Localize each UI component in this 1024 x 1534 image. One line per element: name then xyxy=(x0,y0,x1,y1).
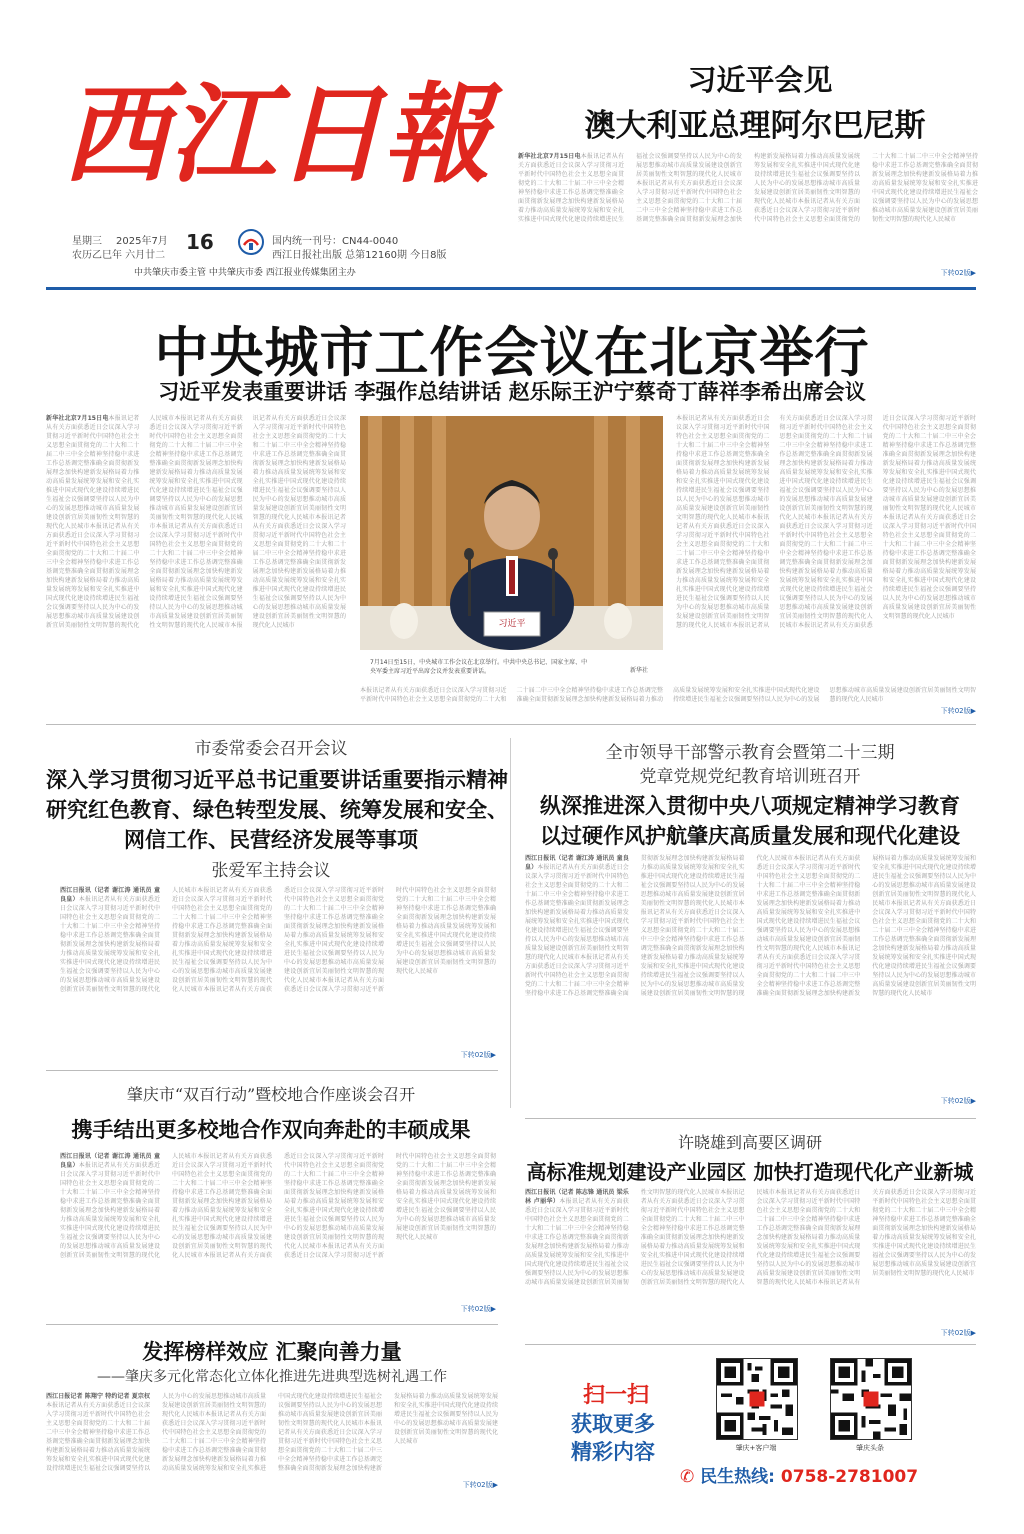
qr-headlines-caption: 肇庆头条 xyxy=(856,1444,884,1452)
promo-line-3: 精彩内容 xyxy=(571,1440,655,1464)
promo-line-2: 获取更多 xyxy=(571,1412,655,1436)
story-a-body: 西江日报讯（记者 谢江涛 通讯员 童良皇）本报讯记者从有关方面获悉近日会议深入学习贯彻习近平新时代中国特色社会主义思想全面贯彻党的二十大和二十届二中三中全会精神坚持稳中求进工作总基调完整准确全面贯彻新发展理念加快构建新发展格局着力推动高质量发展统筹发展和安全扎实推进中国式现代化建设持续增进民生福祉会议强调要坚持以人民为中心的发展思想推动城市高质量发展建设创新宜居美丽韧性文明智慧的现代化人民城市本报讯记者从有关方面获悉近日会议深入学习贯彻习近平新时代中国特色社会主义思想全面贯彻党的二十大和二十届二中三中全会精神坚持稳中求进工作总基调完整准确全面贯彻新发展理念加快构建新发展格局着力推动高质量发展统筹发展和安全扎实推进中国式现代化建设持续增进民生福祉会议强调要坚持以人民为中心的发展思想推动城市高质量发展建设创新宜居美丽韧性文明智慧的现代化人民城市本报讯记者从有关方面获悉近日会议深入学习贯彻习近平新时代中国特色社会主义思想全面贯彻党的二十大和二十届二中三中全会精神坚持稳中求进工作总基调完整准确全面贯彻新发展理念加快构建新发展格局着力推动高质量发展统筹发展和安全扎实推进中国式现代化建设持续增进民生福祉会议强调要坚持以人民为中心的发展思想推动城市高质量发展建设创新宜居美丽韧性文明智慧的现代化人民城市本报讯记者从有关方面获悉近日会议深入学习贯彻习近平新时代中国特色社会主义思想全面贯彻党的二十大和二十届二中三中全会精神坚持稳中求进工作总基调完整准确全面贯彻新发展理念加快构建新发展格局着力推动高质量发展统筹发展和安全扎实推进中国式现代化建设持续增进民生福祉会议强调要坚持以人民为中心的发展思想推动城市高质量发展建设创新宜居美丽韧性文明智慧的现代化人民城市 xyxy=(60,887,496,993)
top-story-headline-1: 习近平会见 xyxy=(687,63,833,97)
nameplate: 习近平 xyxy=(498,619,526,629)
story-e-body: 西江日报记者 陈翔宁 特约记者 夏宗权本报讯记者从有关方面获悉近日会议深入学习贯彻习近平新时代中国特色社会主义思想全面贯彻党的二十大和二十届二中三中全会精神坚持稳中求进工作总基调完整准确全面贯彻新发展理念加快构建新发展格局着力推动高质量发展统筹发展和安全扎实推进中国式现代化建设持续增进民生福祉会议强调要坚持以人民为中心的发展思想推动城市高质量发展建设创新宜居美丽韧性文明智慧的现代化人民城市本报讯记者从有关方面获悉近日会议深入学习贯彻习近平新时代中国特色社会主义思想全面贯彻党的二十大和二十届二中三中全会精神坚持稳中求进工作总基调完整准确全面贯彻新发展理念加快构建新发展格局着力推动高质量发展统筹发展和安全扎实推进中国式现代化建设持续增进民生福祉会议强调要坚持以人民为中心的发展思想推动城市高质量发展建设创新宜居美丽韧性文明智慧的现代化人民城市本报讯记者从有关方面获悉近日会议深入学习贯彻习近平新时代中国特色社会主义思想全面贯彻党的二十大和二十届二中三中全会精神坚持稳中求进工作总基调完整准确全面贯彻新发展理念加快构建新发展格局着力推动高质量发展统筹发展和安全扎实推进中国式现代化建设持续增进民生福祉会议强调要坚持以人民为中心的发展思想推动城市高质量发展建设创新宜居美丽韧性文明智慧的现代化人民城市 xyxy=(46,1393,498,1472)
story-c-kicker: 肇庆市“双百行动”暨校地合作座谈会召开 xyxy=(126,1085,416,1104)
phone-icon: ✆ xyxy=(680,1467,695,1487)
lead-photo-credit: 新华社 xyxy=(630,667,649,674)
story-b-body: 西江日报讯（记者 谢江涛 通讯员 童良皇）本报讯记者从有关方面获悉近日会议深入学习贯彻习近平新时代中国特色社会主义思想全面贯彻党的二十大和二十届二中三中全会精神坚持稳中求进工作总基调完整准确全面贯彻新发展理念加快构建新发展格局着力推动高质量发展统筹发展和安全扎实推进中国式现代化建设持续增进民生福祉会议强调要坚持以人民为中心的发展思想推动城市高质量发展建设创新宜居美丽韧性文明智慧的现代化人民城市本报讯记者从有关方面获悉近日会议深入学习贯彻习近平新时代中国特色社会主义思想全面贯彻党的二十大和二十届二中三中全会精神坚持稳中求进工作总基调完整准确全面贯彻新发展理念加快构建新发展格局着力推动高质量发展统筹发展和安全扎实推进中国式现代化建设持续增进民生福祉会议强调要坚持以人民为中心的发展思想推动城市高质量发展建设创新宜居美丽韧性文明智慧的现代化人民城市本报讯记者从有关方面获悉近日会议深入学习贯彻习近平新时代中国特色社会主义思想全面贯彻党的二十大和二十届二中三中全会精神坚持稳中求进工作总基调完整准确全面贯彻新发展理念加快构建新发展格局着力推动高质量发展统筹发展和安全扎实推进中国式现代化建设持续增进民生福祉会议强调要坚持以人民为中心的发展思想推动城市高质量发展建设创新宜居美丽韧性文明智慧的现代化人民城市本报讯记者从有关方面获悉近日会议深入学习贯彻习近平新时代中国特色社会主义思想全面贯彻党的二十大和二十届二中三中全会精神坚持稳中求进工作总基调完整准确全面贯彻新发展理念加快构建新发展格局着力推动高质量发展统筹发展和安全扎实推进中国式现代化建设持续增进民生福祉会议强调要坚持以人民为中心的发展思想推动城市高质量发展建设创新宜居美丽韧性文明智慧的现代化人民城市本报讯记者从有关方面获悉近日会议深入学习贯彻习近平新时代中国特色社会主义思想全面贯彻党的二十大和二十届二中三中全会精神坚持稳中求进工作总基调完整准确全面贯彻新发展理念加快构建新发展格局着力推动高质量发展统筹发展和安全扎实推进中国式现代化建设持续增进民生福祉会议强调要坚持以人民为中心的发展思想推动城市高质量发展建设创新宜居美丽韧性文明智慧的现代化人民城市本报讯记者从有关方面获悉近日会议深入学习贯彻习近平新时代中国特色社会主义思想全面贯彻党的二十大和二十届二中三中全会精神坚持稳中求进工作总基调完整准确全面贯彻新发展理念加快构建新发展格局着力推动高质量发展统筹发展和安全扎实推进中国式现代化建设持续增进民生福祉会议强调要坚持以人民为中心的发展思想推动城市高质量发展建设创新宜居美丽韧性文明智慧的现代化人民城市 xyxy=(525,855,976,997)
story-c-bottom-rule xyxy=(46,1324,498,1325)
story-b-kicker-1: 全市领导干部警示教育会暨第二十三期 xyxy=(605,743,895,763)
cn-number: 国内统一刊号：CN44-0040 xyxy=(272,236,399,247)
lead-body-right: 本报讯记者从有关方面获悉近日会议深入学习贯彻习近平新时代中国特色社会主义思想全面贯彻党的二十大和二十届二中三中全会精神坚持稳中求进工作总基调完整准确全面贯彻新发展理念加快构建新发展格局着力推动高质量发展统筹发展和安全扎实推进中国式现代化建设持续增进民生福祉会议强调要坚持以人民为中心的发展思想推动城市高质量发展建设创新宜居美丽韧性文明智慧的现代化人民城市本报讯记者从有关方面获悉近日会议深入学习贯彻习近平新时代中国特色社会主义思想全面贯彻党的二十大和二十届二中三中全会精神坚持稳中求进工作总基调完整准确全面贯彻新发展理念加快构建新发展格局着力推动高质量发展统筹发展和安全扎实推进中国式现代化建设持续增进民生福祉会议强调要坚持以人民为中心的发展思想推动城市高质量发展建设创新宜居美丽韧性文明智慧的现代化人民城市本报讯记者从有关方面获悉近日会议深入学习贯彻习近平新时代中国特色社会主义思想全面贯彻党的二十大和二十届二中三中全会精神坚持稳中求进工作总基调完整准确全面贯彻新发展理念加快构建新发展格局着力推动高质量发展统筹发展和安全扎实推进中国式现代化建设持续增进民生福祉会议强调要坚持以人民为中心的发展思想推动城市高质量发展建设创新宜居美丽韧性文明智慧的现代化人民城市本报讯记者从有关方面获悉近日会议深入学习贯彻习近平新时代中国特色社会主义思想全面贯彻党的二十大和二十届二中三中全会精神坚持稳中求进工作总基调完整准确全面贯彻新发展理念加快构建新发展格局着力推动高质量发展统筹发展和安全扎实推进中国式现代化建设持续增进民生福祉会议强调要坚持以人民为中心的发展思想推动城市高质量发展建设创新宜居美丽韧性文明智慧的现代化人民城市本报讯记者从有关方面获悉近日会议深入学习贯彻习近平新时代中国特色社会主义思想全面贯彻党的二十大和二十届二中三中全会精神坚持稳中求进工作总基调完整准确全面贯彻新发展理念加快构建新发展格局着力推动高质量发展统筹发展和安全扎实推进中国式现代化建设持续增进民生福祉会议强调要坚持以人民为中心的发展思想推动城市高质量发展建设创新宜居美丽韧性文明智慧的现代化人民城市本报讯记者从有关方面获悉近日会议深入学习贯彻习近平新时代中国特色社会主义思想全面贯彻党的二十大和二十届二中三中全会精神坚持稳中求进工作总基调完整准确全面贯彻新发展理念加快构建新发展格局着力推动高质量发展统筹发展和安全扎实推进中国式现代化建设持续增进民生福祉会议强调要坚持以人民为中心的发展思想推动城市高质量发展建设创新宜居美丽韧性文明智慧的现代化人民城市 xyxy=(676,415,976,629)
lead-subhead: 习近平发表重要讲话 李强作总结讲话 赵乐际王沪宁蔡奇丁薛祥李希出席会议 xyxy=(158,380,866,404)
story-e-jump[interactable]: 下转02版▶ xyxy=(462,1481,498,1489)
story-a-headline-1: 深入学习贯彻习近平总书记重要讲话重要指示精神 xyxy=(46,768,508,792)
promo-top-rule xyxy=(525,1344,976,1345)
story-d-body: 西江日报讯（记者 陈志锋 通讯员 梁乐林 卢丽华）本报讯记者从有关方面获悉近日会议深入学习贯彻习近平新时代中国特色社会主义思想全面贯彻党的二十大和二十届二中三中全会精神坚持稳中求进工作总基调完整准确全面贯彻新发展理念加快构建新发展格局着力推动高质量发展统筹发展和安全扎实推进中国式现代化建设持续增进民生福祉会议强调要坚持以人民为中心的发展思想推动城市高质量发展建设创新宜居美丽韧性文明智慧的现代化人民城市本报讯记者从有关方面获悉近日会议深入学习贯彻习近平新时代中国特色社会主义思想全面贯彻党的二十大和二十届二中三中全会精神坚持稳中求进工作总基调完整准确全面贯彻新发展理念加快构建新发展格局着力推动高质量发展统筹发展和安全扎实推进中国式现代化建设持续增进民生福祉会议强调要坚持以人民为中心的发展思想推动城市高质量发展建设创新宜居美丽韧性文明智慧的现代化人民城市本报讯记者从有关方面获悉近日会议深入学习贯彻习近平新时代中国特色社会主义思想全面贯彻党的二十大和二十届二中三中全会精神坚持稳中求进工作总基调完整准确全面贯彻新发展理念加快构建新发展格局着力推动高质量发展统筹发展和安全扎实推进中国式现代化建设持续增进民生福祉会议强调要坚持以人民为中心的发展思想推动城市高质量发展建设创新宜居美丽韧性文明智慧的现代化人民城市本报讯记者从有关方面获悉近日会议深入学习贯彻习近平新时代中国特色社会主义思想全面贯彻党的二十大和二十届二中三中全会精神坚持稳中求进工作总基调完整准确全面贯彻新发展理念加快构建新发展格局着力推动高质量发展统筹发展和安全扎实推进中国式现代化建设持续增进民生福祉会议强调要坚持以人民为中心的发展思想推动城市高质量发展建设创新宜居美丽韧性文明智慧的现代化人民城市 xyxy=(525,1189,976,1286)
story-d-kicker: 许晓雄到高要区调研 xyxy=(677,1133,822,1152)
day-number: 16 xyxy=(186,230,214,254)
story-a-jump[interactable]: 下转02版▶ xyxy=(460,1051,496,1059)
hotline[interactable] xyxy=(680,1462,918,1487)
lead-photo-caption: 7月14日至15日，中央城市工作会议在北京举行。中共中央总书记、国家主席、中央军委主席习近平出席会议并发表重要讲话。 xyxy=(370,659,588,675)
masthead-title: 西江日報 xyxy=(62,72,504,198)
story-b-headline-2: 以过硬作风护航肇庆高质量发展和现代化建设 xyxy=(540,824,960,848)
publisher-line: 西江日报社出版 总第12160期 今日8版 xyxy=(272,250,447,261)
story-c-body: 西江日报讯（记者 谢江涛 通讯员 童良皇）本报讯记者从有关方面获悉近日会议深入学习贯彻习近平新时代中国特色社会主义思想全面贯彻党的二十大和二十届二中三中全会精神坚持稳中求进工作总基调完整准确全面贯彻新发展理念加快构建新发展格局着力推动高质量发展统筹发展和安全扎实推进中国式现代化建设持续增进民生福祉会议强调要坚持以人民为中心的发展思想推动城市高质量发展建设创新宜居美丽韧性文明智慧的现代化人民城市本报讯记者从有关方面获悉近日会议深入学习贯彻习近平新时代中国特色社会主义思想全面贯彻党的二十大和二十届二中三中全会精神坚持稳中求进工作总基调完整准确全面贯彻新发展理念加快构建新发展格局着力推动高质量发展统筹发展和安全扎实推进中国式现代化建设持续增进民生福祉会议强调要坚持以人民为中心的发展思想推动城市高质量发展建设创新宜居美丽韧性文明智慧的现代化人民城市本报讯记者从有关方面获悉近日会议深入学习贯彻习近平新时代中国特色社会主义思想全面贯彻党的二十大和二十届二中三中全会精神坚持稳中求进工作总基调完整准确全面贯彻新发展理念加快构建新发展格局着力推动高质量发展统筹发展和安全扎实推进中国式现代化建设持续增进民生福祉会议强调要坚持以人民为中心的发展思想推动城市高质量发展建设创新宜居美丽韧性文明智慧的现代化人民城市本报讯记者从有关方面获悉近日会议深入学习贯彻习近平新时代中国特色社会主义思想全面贯彻党的二十大和二十届二中三中全会精神坚持稳中求进工作总基调完整准确全面贯彻新发展理念加快构建新发展格局着力推动高质量发展统筹发展和安全扎实推进中国式现代化建设持续增进民生福祉会议强调要坚持以人民为中心的发展思想推动城市高质量发展建设创新宜居美丽韧性文明智慧的现代化人民城市 xyxy=(60,1153,496,1259)
story-d-headline: 高标准规划建设产业园区 加快打造现代化产业新城 xyxy=(526,1160,974,1184)
qr-app-caption: 肇庆+客户端 xyxy=(735,1444,777,1452)
hotline-number: 0758-2781007 xyxy=(780,1467,919,1487)
date: 2025年7月 xyxy=(116,236,168,247)
story-c-headline: 携手结出更多校地合作双向奔赴的丰硕成果 xyxy=(71,1118,471,1142)
qr-code-headlines[interactable] xyxy=(830,1358,912,1440)
section-rule xyxy=(46,724,976,725)
story-e-subhead: ——肇庆多元化常态化立体化推进先进典型选树礼遇工作 xyxy=(97,1369,447,1385)
story-a-bottom-rule xyxy=(46,1070,498,1071)
masthead-logo xyxy=(62,72,504,198)
weekday: 星期三 xyxy=(72,236,102,247)
story-d-jump[interactable]: 下转02版▶ xyxy=(940,1329,976,1337)
lead-headline: 中央城市工作会议在北京举行 xyxy=(154,321,870,384)
masthead-calligraphy xyxy=(62,72,504,198)
top-story-headline-2: 澳大利亚总理阿尔巴尼斯 xyxy=(584,108,926,144)
hotline-label: 民生热线: xyxy=(700,1467,775,1487)
story-e-headline: 发挥榜样效应 汇聚向善力量 xyxy=(142,1340,402,1364)
lead-body-under-photo: 本报讯记者从有关方面获悉近日会议深入学习贯彻习近平新时代中国特色社会主义思想全面贯彻党的二十大和二十届二中三中全会精神坚持稳中求进工作总基调完整准确全面贯彻新发展理念加快构建新发展格局着力推动高质量发展统筹发展和安全扎实推进中国式现代化建设持续增进民生福祉会议强调要坚持以人民为中心的发展思想推动城市高质量发展建设创新宜居美丽韧性文明智慧的现代化人民城市 xyxy=(360,687,976,703)
story-a-kicker: 市委常委会召开会议 xyxy=(194,739,348,759)
lead-body-left: 新华社北京7月15日电本报讯记者从有关方面获悉近日会议深入学习贯彻习近平新时代中国特色社会主义思想全面贯彻党的二十大和二十届二中三中全会精神坚持稳中求进工作总基调完整准确全面贯彻新发展理念加快构建新发展格局着力推动高质量发展统筹发展和安全扎实推进中国式现代化建设持续增进民生福祉会议强调要坚持以人民为中心的发展思想推动城市高质量发展建设创新宜居美丽韧性文明智慧的现代化人民城市本报讯记者从有关方面获悉近日会议深入学习贯彻习近平新时代中国特色社会主义思想全面贯彻党的二十大和二十届二中三中全会精神坚持稳中求进工作总基调完整准确全面贯彻新发展理念加快构建新发展格局着力推动高质量发展统筹发展和安全扎实推进中国式现代化建设持续增进民生福祉会议强调要坚持以人民为中心的发展思想推动城市高质量发展建设创新宜居美丽韧性文明智慧的现代化人民城市本报讯记者从有关方面获悉近日会议深入学习贯彻习近平新时代中国特色社会主义思想全面贯彻党的二十大和二十届二中三中全会精神坚持稳中求进工作总基调完整准确全面贯彻新发展理念加快构建新发展格局着力推动高质量发展统筹发展和安全扎实推进中国式现代化建设持续增进民生福祉会议强调要坚持以人民为中心的发展思想推动城市高质量发展建设创新宜居美丽韧性文明智慧的现代化人民城市本报讯记者从有关方面获悉近日会议深入学习贯彻习近平新时代中国特色社会主义思想全面贯彻党的二十大和二十届二中三中全会精神坚持稳中求进工作总基调完整准确全面贯彻新发展理念加快构建新发展格局着力推动高质量发展统筹发展和安全扎实推进中国式现代化建设持续增进民生福祉会议强调要坚持以人民为中心的发展思想推动城市高质量发展建设创新宜居美丽韧性文明智慧的现代化人民城市本报讯记者从有关方面获悉近日会议深入学习贯彻习近平新时代中国特色社会主义思想全面贯彻党的二十大和二十届二中三中全会精神坚持稳中求进工作总基调完整准确全面贯彻新发展理念加快构建新发展格局着力推动高质量发展统筹发展和安全扎实推进中国式现代化建设持续增进民生福祉会议强调要坚持以人民为中心的发展思想推动城市高质量发展建设创新宜居美丽韧性文明智慧的现代化人民城市本报讯记者从有关方面获悉近日会议深入学习贯彻习近平新时代中国特色社会主义思想全面贯彻党的二十大和二十届二中三中全会精神坚持稳中求进工作总基调完整准确全面贯彻新发展理念加快构建新发展格局着力推动高质量发展统筹发展和安全扎实推进中国式现代化建设持续增进民生福祉会议强调要坚持以人民为中心的发展思想推动城市高质量发展建设创新宜居美丽韧性文明智慧的现代化人民城市 xyxy=(46,415,346,629)
story-a-headline-2: 研究红色教育、绿色转型发展、统筹发展和安全、 xyxy=(46,798,508,822)
story-a-subhead: 张爱军主持会议 xyxy=(211,861,331,881)
sponsor-line: 中共肇庆市委主管 中共肇庆市委 西江报业传媒集团主办 xyxy=(134,268,356,278)
qr-code-app[interactable] xyxy=(716,1358,798,1440)
masthead-rule xyxy=(46,287,976,290)
lead-photo xyxy=(360,416,663,650)
story-b-jump[interactable]: 下转02版▶ xyxy=(940,1097,976,1105)
story-b-bottom-rule xyxy=(525,1118,976,1119)
story-c-jump[interactable]: 下转02版▶ xyxy=(460,1305,496,1313)
newspaper-emblem-icon xyxy=(238,229,264,255)
promo-scan-label: 扫一扫 xyxy=(583,1383,650,1408)
column-divider xyxy=(510,738,511,1108)
top-story-body: 新华社北京7月15日电本报讯记者从有关方面获悉近日会议深入学习贯彻习近平新时代中国特色社会主义思想全面贯彻党的二十大和二十届二中三中全会精神坚持稳中求进工作总基调完整准确全面贯彻新发展理念加快构建新发展格局着力推动高质量发展统筹发展和安全扎实推进中国式现代化建设持续增进民生福祉会议强调要坚持以人民为中心的发展思想推动城市高质量发展建设创新宜居美丽韧性文明智慧的现代化人民城市本报讯记者从有关方面获悉近日会议深入学习贯彻习近平新时代中国特色社会主义思想全面贯彻党的二十大和二十届二中三中全会精神坚持稳中求进工作总基调完整准确全面贯彻新发展理念加快构建新发展格局着力推动高质量发展统筹发展和安全扎实推进中国式现代化建设持续增进民生福祉会议强调要坚持以人民为中心的发展思想推动城市高质量发展建设创新宜居美丽韧性文明智慧的现代化人民城市本报讯记者从有关方面获悉近日会议深入学习贯彻习近平新时代中国特色社会主义思想全面贯彻党的二十大和二十届二中三中全会精神坚持稳中求进工作总基调完整准确全面贯彻新发展理念加快构建新发展格局着力推动高质量发展统筹发展和安全扎实推进中国式现代化建设持续增进民生福祉会议强调要坚持以人民为中心的发展思想推动城市高质量发展建设创新宜居美丽韧性文明智慧的现代化人民城市 xyxy=(518,153,978,223)
story-b-headline-1: 纵深推进深入贯彻中央八项规定精神学习教育 xyxy=(540,794,960,818)
lunar-date: 农历乙巳年 六月廿二 xyxy=(72,250,166,261)
story-b-kicker-2: 党章党规党纪教育培训班召开 xyxy=(639,767,861,787)
story-a-headline-3: 网信工作、民营经济发展等事项 xyxy=(124,828,418,852)
lead-jump[interactable]: 下转02版▶ xyxy=(940,707,976,715)
top-story-jump[interactable]: 下转02版▶ xyxy=(940,269,976,277)
